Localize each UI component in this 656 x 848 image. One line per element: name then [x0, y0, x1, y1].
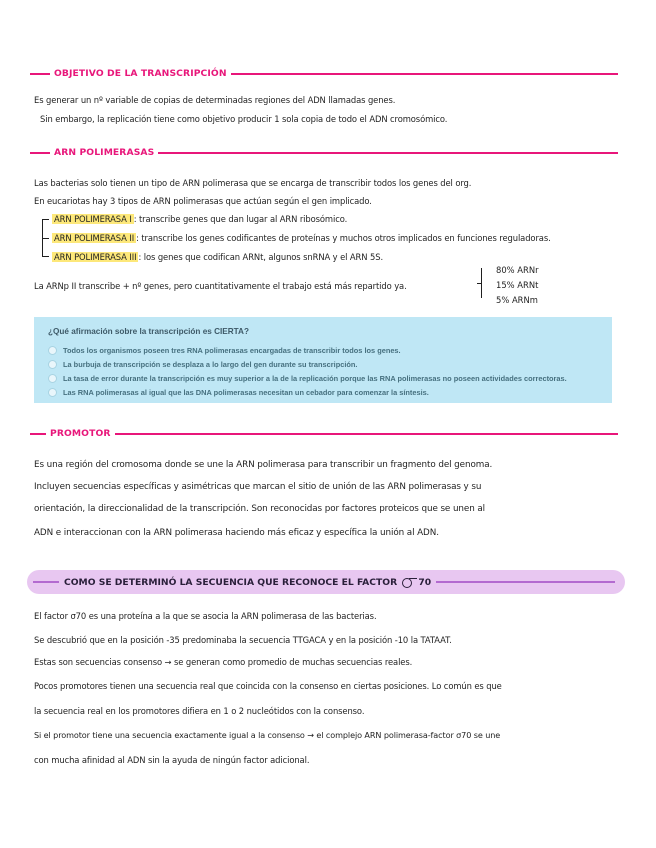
sigma-line-4: Pocos promotores tienen una secuencia real que coincida con la consenso en ciertas posiciones. Lo común es que — [34, 681, 502, 691]
heading-rule-left — [30, 433, 46, 435]
quiz-question: ¿Qué afirmación sobre la transcripción es CIERTA? — [48, 327, 249, 336]
pol-name: ARN POLIMERASA III — [54, 252, 137, 262]
heading-title: PROMOTOR — [50, 428, 111, 439]
quiz-option[interactable] — [48, 360, 357, 369]
promotor-line-2: Incluyen secuencias específicas y asimétricas que marcan el sitio de unión de las ARN polimerasas y su — [34, 482, 482, 492]
heading-title: ARN POLIMERASAS — [54, 147, 155, 158]
quiz-option-label: Todos los organismos poseen tres RNA polimerasas encargadas de transcribir todos los genes. — [63, 346, 401, 355]
quiz-option[interactable] — [48, 374, 567, 383]
bracket-tick — [43, 238, 49, 239]
heading-rule-right — [158, 152, 618, 154]
sigma-line-6: Si el promotor tiene una secuencia exactamente igual a la consenso → el complejo ARN polimerasa-factor σ70 se une — [34, 730, 501, 740]
percent-bracket — [481, 268, 482, 298]
promotor-line-3: orientación, la direccionalidad de la transcripción. Son reconocidas por factores proteicos que se unen al — [34, 504, 486, 514]
pol-item — [52, 252, 383, 262]
heading-rule-right — [115, 433, 618, 435]
radio-icon[interactable] — [48, 346, 57, 355]
heading-title-suffix: 70 — [418, 576, 432, 588]
pol-item — [52, 233, 551, 243]
pol-desc: : transcribe genes que dan lugar al ARN ribosómico. — [133, 214, 348, 224]
heading-title — [59, 577, 436, 588]
radio-icon[interactable] — [48, 360, 57, 369]
heading-objetivo — [30, 68, 618, 79]
pol-list-bracket — [42, 219, 43, 257]
percent-rrna: 80% ARNr — [496, 265, 539, 275]
sigma-line-3: Estas son secuencias consenso → se generan como promedio de muchas secuencias reales. — [34, 657, 413, 667]
radio-icon[interactable] — [48, 388, 57, 397]
heading-rule-left — [33, 581, 59, 583]
sigma-line-5: la secuencia real en los promotores difiera en 1 o 2 nucleótidos con la consenso. — [34, 706, 365, 716]
quiz-option-label: Las RNA polimerasas al igual que las DNA polimerasas necesitan un cebador para comenzar la síntesis. — [63, 388, 429, 397]
quiz-box — [34, 317, 612, 403]
arnp-summary: La ARNp II transcribe + nº genes, pero cuantitativamente el trabajo está más repartido ya. — [34, 281, 407, 291]
sigma-line-2: Se descubrió que en la posición -35 predominaba la secuencia TTGACA y en la posición -10 la TATAAT. — [34, 635, 452, 645]
sigma-line-7: con mucha afinidad al ADN sin la ayuda de ningún factor adicional. — [34, 755, 310, 765]
bracket-tick — [43, 256, 49, 257]
arnp-intro-1: Las bacterias solo tienen un tipo de ARN polimerasa que se encarga de transcribir todos los genes del org. — [34, 178, 472, 188]
heading-rule-right — [231, 73, 618, 75]
bracket-tick — [43, 219, 49, 220]
heading-promotor — [30, 428, 618, 439]
heading-rule-left — [30, 73, 50, 75]
sigma-symbol — [402, 577, 416, 587]
radio-icon[interactable] — [48, 374, 57, 383]
sigma-icon — [402, 578, 412, 588]
heading-title-text: COMO SE DETERMINÓ LA SECUENCIA QUE RECONOCE EL FACTOR — [64, 576, 398, 588]
pol-desc: : transcribe los genes codificantes de proteínas y muchos otros implicados en funciones reguladoras. — [136, 233, 551, 243]
heading-rule-right — [436, 581, 615, 583]
objetivo-line-2: Sin embargo, la replicación tiene como objetivo producir 1 sola copia de todo el ADN cromosómico. — [40, 114, 448, 124]
pol-desc: : los genes que codifican ARNt, algunos snRNA y el ARN 5S. — [138, 252, 384, 262]
heading-arn-polimerasas — [30, 147, 618, 158]
quiz-option-label: La tasa de error durante la transcripción es muy superior a la de la replicación porque las RNA polimerasas no poseen actividades correctoras. — [63, 374, 567, 383]
pol-item — [52, 214, 347, 224]
promotor-line-1: Es una región del cromosoma donde se une la ARN polimerasa para transcribir un fragmento del genoma. — [34, 460, 493, 470]
percent-trna: 15% ARNt — [496, 280, 539, 290]
bracket-tick — [477, 283, 482, 284]
pol-name: ARN POLIMERASA II — [54, 233, 135, 243]
sigma-bar — [409, 578, 417, 579]
heading-factor-sigma — [27, 570, 625, 594]
heading-rule-left — [30, 152, 50, 154]
pol-name: ARN POLIMERASA I — [54, 214, 132, 224]
quiz-option[interactable] — [48, 346, 401, 355]
arnp-intro-2: En eucariotas hay 3 tipos de ARN polimerasas que actúan según el gen implicado. — [34, 196, 372, 206]
objetivo-line-1: Es generar un nº variable de copias de determinadas regiones del ADN llamadas genes. — [34, 95, 396, 105]
sigma-line-1: El factor σ70 es una proteína a la que se asocia la ARN polimerasa de las bacterias. — [34, 611, 377, 621]
promotor-line-4: ADN e interaccionan con la ARN polimerasa haciendo más eficaz y específica la unión al ADN. — [34, 528, 439, 538]
heading-title: OBJETIVO DE LA TRANSCRIPCIÓN — [54, 68, 227, 79]
quiz-option[interactable] — [48, 388, 429, 397]
percent-mrna: 5% ARNm — [496, 295, 538, 305]
quiz-option-label: La burbuja de transcripción se desplaza a lo largo del gen durante su transcripción. — [63, 360, 358, 369]
